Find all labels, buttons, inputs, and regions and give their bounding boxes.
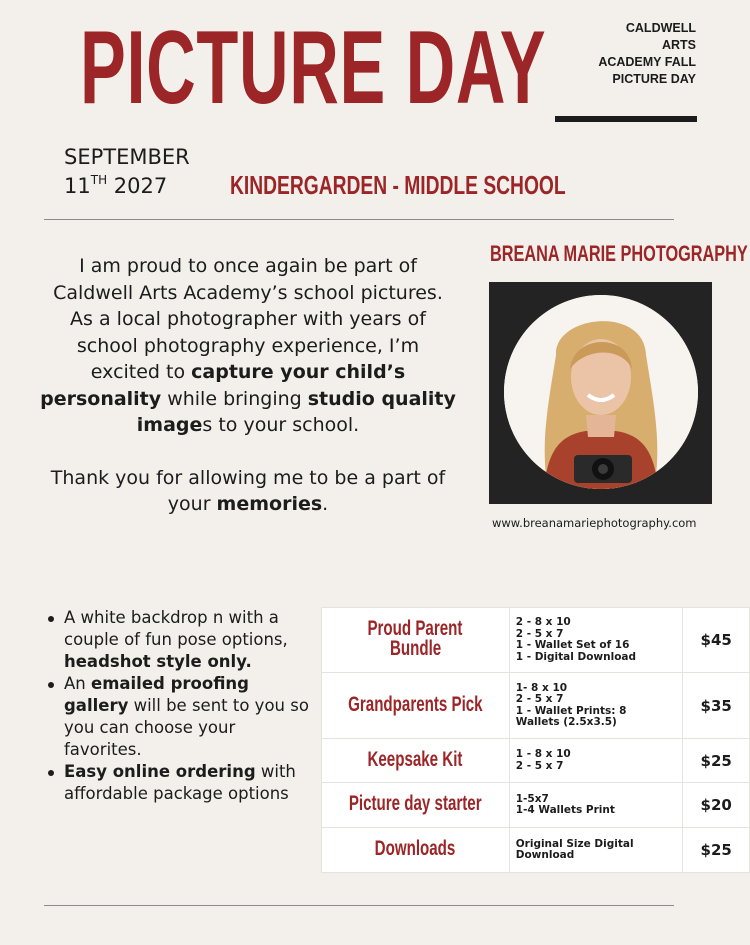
package-name xyxy=(322,828,510,873)
package-name-line: Keepsake Kit xyxy=(367,747,463,771)
event-name-line: PICTURE DAY xyxy=(612,72,696,86)
table-row xyxy=(322,608,750,673)
event-name xyxy=(556,20,696,88)
package-name xyxy=(322,608,510,673)
title-underline xyxy=(555,116,697,122)
package-item: Download xyxy=(515,849,575,861)
list-item-text: A white backdrop n with a couple of fun pose options, xyxy=(64,608,288,649)
intro-text-run: . xyxy=(322,493,329,515)
list-item-emphasis: Easy online ordering xyxy=(64,762,256,781)
intro-text-run: I am proud to once again be part of Caldwell Arts Academy’s school pictures. As a local photographer with years of school photography experience, I’m excited to xyxy=(53,255,443,383)
date-month: SEPTEMBER xyxy=(64,145,190,169)
intro-text-run: Thank you for allowing me to be a part of your xyxy=(50,466,446,515)
package-name-line: Bundle xyxy=(389,637,441,660)
package-name-line: Grandparents Pick xyxy=(348,692,483,716)
package-name-line: Picture day starter xyxy=(348,792,482,815)
package-items xyxy=(509,739,683,783)
package-item: 1 - 8 x 10 xyxy=(515,748,571,760)
page-title: PICTURE DAY xyxy=(80,10,547,126)
package-table xyxy=(321,607,750,873)
package-name xyxy=(322,673,510,739)
date-day: 11 xyxy=(64,174,91,198)
grade-range: KINDERGARDEN - MIDDLE SCHOOL xyxy=(230,170,566,200)
list-item xyxy=(46,761,316,805)
table-row xyxy=(322,739,750,783)
list-item-text: An xyxy=(64,674,91,693)
list-item xyxy=(46,673,316,761)
divider-top xyxy=(44,219,674,220)
package-name-line: Downloads xyxy=(375,837,456,860)
list-item xyxy=(46,607,316,673)
intro-text xyxy=(40,253,456,518)
intro-emphasis: capture your child’s personality xyxy=(40,361,406,410)
portrait-illustration xyxy=(504,295,698,489)
intro-text-run: s to your school. xyxy=(202,414,360,436)
intro-text-run: while bringing xyxy=(161,387,308,410)
intro-emphasis: studio quality image xyxy=(136,387,456,436)
list-item-emphasis: emailed proofing gallery xyxy=(64,674,249,715)
intro-emphasis: memories xyxy=(216,493,323,515)
thanks-paragraph xyxy=(40,465,456,518)
package-item: 1 - Digital Download xyxy=(515,650,637,663)
table-row xyxy=(322,673,750,739)
package-name xyxy=(322,739,510,783)
package-price: $20 xyxy=(683,783,750,828)
date-day-year xyxy=(64,172,190,201)
package-item: 1-4 Wallets Print xyxy=(515,804,615,816)
package-item: 2 - 5 x 7 xyxy=(515,693,564,705)
package-item: 1 - Wallet Prints: 8 xyxy=(515,704,627,717)
table-row xyxy=(322,783,750,828)
photographer-name: BREANA MARIE PHOTOGRAPHY xyxy=(490,241,748,266)
package-item: 1 - Wallet Set of 16 xyxy=(515,639,630,651)
photographer-portrait xyxy=(504,295,698,489)
package-item: 2 - 5 x 7 xyxy=(515,627,564,640)
package-item: Wallets (2.5x3.5) xyxy=(515,716,617,728)
package-price: $25 xyxy=(683,739,750,783)
feature-list xyxy=(46,607,316,805)
package-price: $45 xyxy=(683,608,750,673)
package-item: 1-5x7 xyxy=(515,792,549,805)
list-item-text: will be sent to you so you can choose your favorites. xyxy=(64,696,309,759)
date-suffix: TH xyxy=(90,173,108,187)
package-item: Original Size Digital xyxy=(515,837,634,850)
package-item: 1- 8 x 10 xyxy=(515,681,568,694)
event-date xyxy=(64,143,190,201)
divider-bottom xyxy=(44,905,674,906)
package-items xyxy=(509,608,683,673)
package-items xyxy=(509,828,683,873)
event-name-line: ARTS xyxy=(661,38,696,52)
package-price: $35 xyxy=(683,673,750,739)
table-row xyxy=(322,828,750,873)
package-items xyxy=(509,673,683,739)
package-items xyxy=(509,783,683,828)
package-price: $25 xyxy=(683,828,750,873)
event-name-line: CALDWELL xyxy=(625,21,696,35)
package-name xyxy=(322,783,510,828)
list-item-emphasis: headshot style only. xyxy=(64,652,252,671)
event-name-line: ACADEMY FALL xyxy=(598,55,696,69)
package-item: 2 - 8 x 10 xyxy=(515,616,571,628)
package-item: 2 - 5 x 7 xyxy=(515,759,564,772)
date-year: 2027 xyxy=(113,174,168,198)
intro-paragraph xyxy=(40,253,456,439)
package-name-line: Proud Parent xyxy=(367,617,463,640)
website-link[interactable]: www.breanamariephotography.com xyxy=(492,516,697,530)
list-item-text: with affordable package options xyxy=(64,762,296,803)
